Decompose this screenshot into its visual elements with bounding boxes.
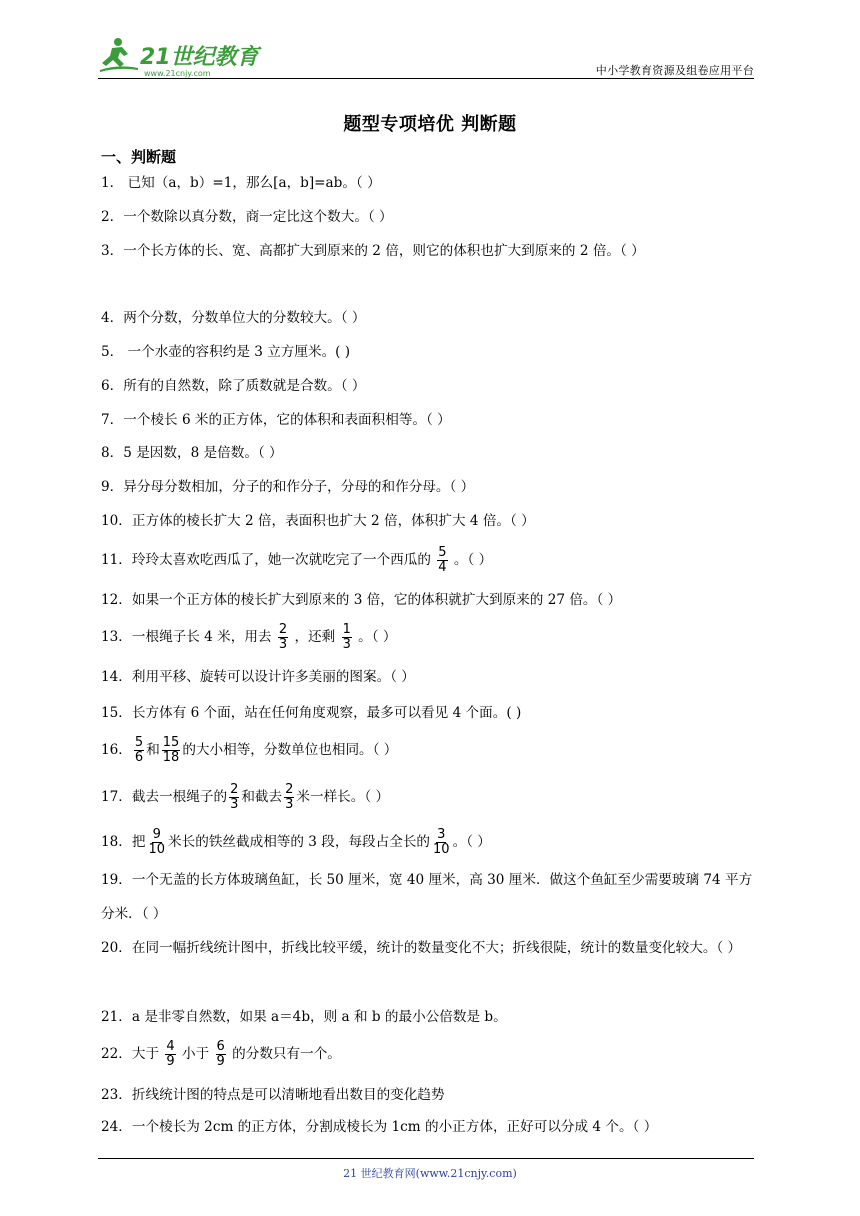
- question-7: 7．一个棱长 6 米的正方体，它的体积和表面积相等。（ ）: [101, 412, 451, 428]
- fraction: [162, 736, 181, 765]
- question-21: 21．a 是非零自然数，如果 a＝4b，则 a 和 b 的最小公倍数是 b。: [101, 1009, 507, 1025]
- fraction-denominator: 3: [278, 637, 288, 652]
- fraction-numerator: 9: [152, 827, 161, 842]
- fraction-numerator: 1: [342, 622, 351, 637]
- fraction: [437, 546, 447, 575]
- header-platform-text: 中小学教育资源及组卷应用平台: [595, 64, 754, 77]
- page-title: 题型专项培优 判断题: [343, 114, 517, 135]
- question-3: 3．一个长方体的长、宽、高都扩大到原来的 2 倍，则它的体积也扩大到原来的 2 倍。（ ）: [101, 243, 645, 259]
- fraction: [284, 783, 294, 812]
- question-24: 24．一个棱长为 2cm 的正方体，分割成棱长为 1cm 的小正方体，正好可以分成 4 个。（ ）: [101, 1119, 658, 1135]
- question-22-tail: 的分数只有一个。: [227, 1046, 341, 1062]
- question-18-mid: 米长的铁丝截成相等的 3 段，每段占全长的: [168, 834, 431, 850]
- question-23: 23．折线统计图的特点是可以清晰地看出数目的变化趋势: [101, 1087, 445, 1103]
- question-16: [101, 733, 761, 767]
- svg-text:21世纪教育: 21世纪教育: [140, 45, 259, 70]
- question-18: [101, 825, 761, 859]
- question-11: [101, 543, 761, 577]
- question-22-mid: 小于: [177, 1046, 214, 1062]
- footer-divider: [98, 1158, 754, 1159]
- fraction-denominator: 3: [342, 637, 351, 652]
- question-4: 4．两个分数，分数单位大的分数较大。（ ）: [101, 310, 366, 326]
- question-12: 12．如果一个正方体的棱长扩大到原来的 3 倍，它的体积就扩大到原来的 27 倍。（ ）: [101, 592, 622, 608]
- fraction-denominator: 4: [438, 560, 447, 575]
- question-11-tail: 。（ ）: [449, 552, 493, 568]
- fraction-denominator: 18: [162, 750, 180, 765]
- fraction-numerator: 5: [438, 545, 447, 560]
- question-2: 2．一个数除以真分数，商一定比这个数大。（ ）: [101, 209, 393, 225]
- question-22-text: 22．大于: [101, 1046, 164, 1062]
- question-19: 19．一个无盖的长方体玻璃鱼缸，长 50 厘米，宽 40 厘米，高 30 厘米．做这个鱼缸至少需要玻璃 74 平方分米．（ ）: [101, 872, 753, 922]
- fraction: [342, 623, 352, 652]
- fraction: [278, 623, 288, 652]
- fraction: [165, 1040, 175, 1069]
- fraction: [432, 828, 451, 857]
- question-16-text: 16．: [101, 742, 132, 758]
- question-1: 1． 已知（a，b）=1，那么[a，b]=ab。（ ）: [101, 175, 381, 191]
- fraction: [229, 783, 239, 812]
- fraction-denominator: 9: [166, 1054, 175, 1069]
- fraction-numerator: 5: [134, 735, 144, 750]
- question-13-mid: ，还剩: [290, 629, 340, 645]
- svg-text:www.21cnjy.com: www.21cnjy.com: [144, 69, 211, 78]
- fraction-numerator: 2: [230, 782, 239, 797]
- question-15: 15．长方体有 6 个面，站在任何角度观察，最多可以看见 4 个面。( ): [101, 705, 522, 721]
- fraction-numerator: 4: [166, 1039, 175, 1054]
- fraction: [148, 828, 167, 857]
- question-13-tail: 。（ ）: [353, 629, 397, 645]
- question-16-tail: 的大小相等，分数单位也相同。（ ）: [182, 742, 398, 758]
- question-16-mid: 和: [146, 742, 160, 758]
- fraction-denominator: 10: [148, 842, 166, 857]
- footer-text: 21 世纪教育网(www.21cnjy.com): [343, 1167, 517, 1180]
- question-10: 10．正方体的棱长扩大 2 倍，表面积也扩大 2 倍，体积扩大 4 倍。（ ）: [101, 513, 535, 529]
- fraction-denominator: 9: [216, 1054, 225, 1069]
- question-14: 14．利用平移、旋转可以设计许多美丽的图案。（ ）: [101, 669, 415, 685]
- question-6: 6．所有的自然数，除了质数就是合数。（ ）: [101, 378, 366, 394]
- question-17-text: 17．截去一根绳子的: [101, 789, 228, 805]
- fraction-numerator: 3: [437, 827, 446, 842]
- header-divider: [98, 78, 754, 79]
- question-11-text: 11．玲玲太喜欢吃西瓜了，她一次就吃完了一个西瓜的: [101, 552, 436, 568]
- fraction-denominator: 3: [230, 797, 239, 812]
- question-9: 9．异分母分数相加，分子的和作分子，分母的和作分母。（ ）: [101, 479, 475, 495]
- fraction-numerator: 2: [278, 622, 288, 637]
- page-header: [98, 28, 754, 78]
- question-18-tail: 。（ ）: [452, 834, 491, 850]
- question-22: [101, 1037, 761, 1071]
- fraction: [134, 736, 144, 765]
- fraction-denominator: 10: [433, 842, 450, 857]
- fraction-numerator: 2: [285, 782, 294, 797]
- question-5: 5． 一个水壶的容积约是 3 立方厘米。( ): [101, 344, 351, 360]
- section-heading: 一、判断题: [101, 148, 177, 166]
- fraction: [216, 1040, 226, 1069]
- question-17: [101, 780, 761, 814]
- fraction-numerator: 15: [162, 735, 180, 750]
- fraction-numerator: 6: [216, 1039, 225, 1054]
- question-20: 20．在同一幅折线统计图中，折线比较平缓，统计的数量变化不大；折线很陡，统计的数量变化较大。（ ）: [101, 940, 742, 956]
- fraction-denominator: 6: [134, 750, 144, 765]
- fraction-denominator: 3: [285, 797, 294, 812]
- question-13: [101, 620, 761, 654]
- question-17-tail: 米一样长。（ ）: [296, 789, 390, 805]
- question-17-mid: 和截去: [241, 789, 283, 805]
- question-8: 8．5 是因数，8 是倍数。（ ）: [101, 445, 283, 461]
- logo-21cnjy: [98, 34, 268, 78]
- question-13-text: 13．一根绳子长 4 米，用去: [101, 629, 276, 645]
- question-18-text: 18．把: [101, 834, 146, 850]
